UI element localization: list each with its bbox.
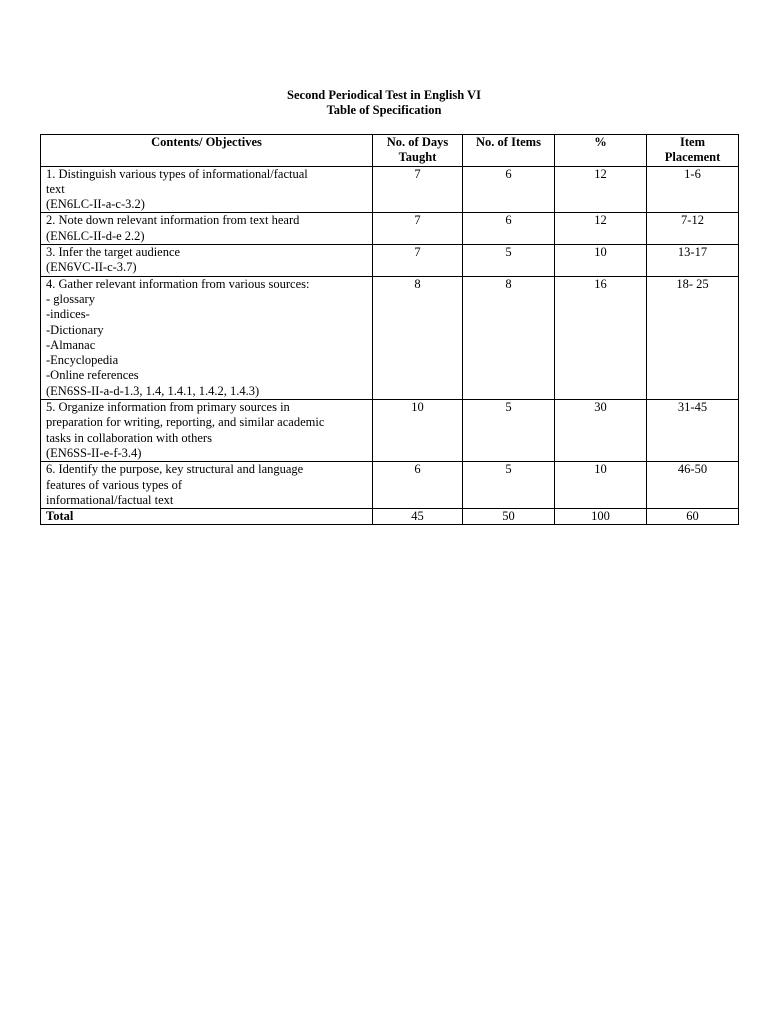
objective-line: - glossary — [46, 291, 95, 306]
objective-cell — [41, 245, 373, 277]
header-days-taught — [373, 135, 463, 167]
document-title: Second Periodical Test in English VI — [287, 88, 481, 102]
days-taught-cell: 7 — [373, 166, 463, 213]
table-row — [41, 276, 739, 399]
table-row — [41, 213, 739, 245]
placement-cell: 7-12 — [647, 213, 739, 245]
placement-cell: 31-45 — [647, 400, 739, 462]
placement-cell: 46-50 — [647, 462, 739, 509]
header-placement-line1: Item — [680, 135, 705, 149]
specification-table — [40, 134, 739, 525]
percent-cell: 16 — [555, 276, 647, 399]
header-percent: % — [555, 135, 647, 167]
header-items: No. of Items — [463, 135, 555, 167]
objective-cell — [41, 462, 373, 509]
placement-cell: 13-17 — [647, 245, 739, 277]
objective-cell — [41, 166, 373, 213]
items-cell: 5 — [463, 462, 555, 509]
table-row — [41, 462, 739, 509]
total-row — [41, 509, 739, 525]
items-cell: 6 — [463, 213, 555, 245]
total-days-cell: 45 — [373, 509, 463, 525]
items-cell: 5 — [463, 400, 555, 462]
objective-line: 3. Infer the target audience — [46, 245, 181, 260]
total-label: Total — [41, 509, 373, 525]
objective-line: -Almanac — [46, 337, 96, 352]
document-subtitle: Table of Specification — [326, 103, 442, 117]
objective-line: (EN6LC-II-a-c-3.2) — [46, 197, 145, 212]
objective-line: 6. Identify the purpose, key structural and language — [46, 462, 304, 477]
objective-cell — [41, 400, 373, 462]
total-placement-cell: 60 — [647, 509, 739, 525]
objective-line: tasks in collaboration with others — [46, 430, 212, 445]
table-row — [41, 400, 739, 462]
objective-line: -indices- — [46, 307, 90, 322]
objective-line: (EN6LC-II-d-e 2.2) — [46, 228, 145, 243]
days-taught-cell: 6 — [373, 462, 463, 509]
objective-line: text — [46, 181, 65, 196]
header-days-line2: Taught — [398, 150, 437, 165]
header-contents: Contents/ Objectives — [41, 135, 373, 167]
header-placement — [647, 135, 739, 167]
objective-line: 2. Note down relevant information from text heard — [46, 213, 300, 228]
header-placement-line2: Placement — [664, 150, 721, 165]
items-cell: 6 — [463, 166, 555, 213]
objective-line: 1. Distinguish various types of informational/factual — [46, 166, 308, 181]
header-days-line1: No. of Days — [386, 135, 449, 149]
placement-cell: 18- 25 — [647, 276, 739, 399]
table-row — [41, 245, 739, 277]
objective-line: (EN6SS-II-e-f-3.4) — [46, 445, 142, 460]
days-taught-cell: 8 — [373, 276, 463, 399]
objective-line: features of various types of — [46, 477, 183, 492]
items-cell: 5 — [463, 245, 555, 277]
objective-line: -Dictionary — [46, 322, 104, 337]
items-cell: 8 — [463, 276, 555, 399]
placement-cell: 1-6 — [647, 166, 739, 213]
days-taught-cell: 7 — [373, 213, 463, 245]
days-taught-cell: 7 — [373, 245, 463, 277]
total-percent-cell: 100 — [555, 509, 647, 525]
percent-cell: 12 — [555, 166, 647, 213]
objective-cell — [41, 276, 373, 399]
objective-line: (EN6SS-II-a-d-1.3, 1.4, 1.4.1, 1.4.2, 1.4.3) — [46, 383, 260, 398]
table-body — [41, 166, 739, 525]
objective-line: -Online references — [46, 368, 139, 383]
table-row — [41, 166, 739, 213]
table-header-row — [41, 135, 739, 167]
total-items-cell: 50 — [463, 509, 555, 525]
objective-line: preparation for writing, reporting, and similar academic — [46, 415, 325, 430]
objective-line: informational/factual text — [46, 492, 174, 507]
percent-cell: 30 — [555, 400, 647, 462]
percent-cell: 10 — [555, 245, 647, 277]
objective-line: 4. Gather relevant information from various sources: — [46, 276, 310, 291]
objective-line: 5. Organize information from primary sources in — [46, 400, 290, 415]
objective-cell — [41, 213, 373, 245]
percent-cell: 12 — [555, 213, 647, 245]
percent-cell: 10 — [555, 462, 647, 509]
days-taught-cell: 10 — [373, 400, 463, 462]
objective-line: (EN6VC-II-c-3.7) — [46, 260, 137, 275]
objective-line: -Encyclopedia — [46, 353, 119, 368]
